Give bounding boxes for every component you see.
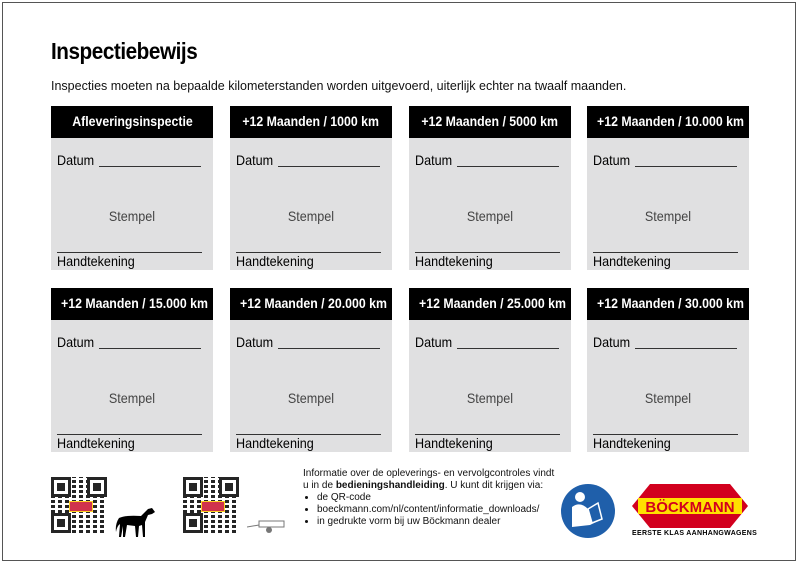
- qr-code-trailer[interactable]: [183, 477, 239, 533]
- datum-label: Datum: [415, 334, 453, 350]
- read-manual-icon: [560, 483, 616, 539]
- datum-label: Datum: [57, 334, 95, 350]
- card-header: [409, 288, 571, 320]
- card-header: [51, 106, 213, 138]
- card-title: +12 Maanden / 30.000 km: [597, 295, 744, 311]
- stempel-label: Stempel: [644, 208, 692, 224]
- handtekening-label: Handtekening: [593, 253, 671, 269]
- datum-line[interactable]: [457, 348, 559, 349]
- inspection-card: [409, 106, 571, 270]
- info-line: Informatie over de opleverings- en vervolgcontroles vindt: [303, 468, 555, 479]
- card-title: +12 Maanden / 20.000 km: [240, 295, 387, 311]
- card-header: [587, 288, 749, 320]
- datum-line[interactable]: [278, 348, 380, 349]
- datum-line[interactable]: [635, 166, 737, 167]
- inspection-card: [51, 288, 213, 452]
- info-block: [303, 468, 554, 528]
- page-title: Inspectiebewijs: [51, 38, 198, 64]
- stempel-label: Stempel: [644, 390, 692, 406]
- inspection-card: [230, 288, 392, 452]
- card-title: Afleveringsinspectie: [71, 113, 193, 129]
- logo-text: BÖCKMANN: [645, 499, 735, 516]
- info-line: [303, 480, 554, 492]
- boeckmann-logo: [630, 482, 750, 530]
- trailer-icon: [247, 517, 285, 535]
- handtekening-label: Handtekening: [593, 435, 671, 451]
- brand-tagline: EERSTE KLAS AANHANGWAGENS: [632, 530, 758, 537]
- stempel-label: Stempel: [466, 208, 514, 224]
- handtekening-label: Handtekening: [415, 435, 493, 451]
- intro-text: Inspecties moeten na bepaalde kilometerstanden worden uitgevoerd, uiterlijk echter na twaalf maanden.: [51, 79, 627, 93]
- card-header: [51, 288, 213, 320]
- stempel-label: Stempel: [287, 208, 335, 224]
- card-header: [230, 106, 392, 138]
- inspection-card: [230, 106, 392, 270]
- datum-label: Datum: [236, 152, 274, 168]
- stempel-label: Stempel: [466, 390, 514, 406]
- inspection-card: [51, 106, 213, 270]
- handtekening-label: Handtekening: [57, 435, 135, 451]
- handtekening-label: Handtekening: [236, 435, 314, 451]
- handtekening-label: Handtekening: [415, 253, 493, 269]
- card-header: [409, 106, 571, 138]
- handtekening-label: Handtekening: [236, 253, 314, 269]
- card-title: +12 Maanden / 1000 km: [242, 113, 380, 129]
- stempel-label: Stempel: [108, 390, 156, 406]
- card-title: +12 Maanden / 5000 km: [421, 113, 559, 129]
- qr-code-horse[interactable]: [51, 477, 107, 533]
- info-text: u in de: [303, 480, 336, 491]
- datum-label: Datum: [593, 334, 631, 350]
- datum-line[interactable]: [99, 348, 201, 349]
- manual-emphasis: bedieningshandleiding: [335, 480, 445, 491]
- info-bullet: • de QR-code: [317, 492, 554, 504]
- datum-line[interactable]: [278, 166, 380, 167]
- datum-line[interactable]: [457, 166, 559, 167]
- stempel-label: Stempel: [108, 208, 156, 224]
- datum-label: Datum: [593, 152, 631, 168]
- inspection-card: [409, 288, 571, 452]
- card-title: +12 Maanden / 10.000 km: [597, 113, 744, 129]
- inspection-card: [587, 288, 749, 452]
- card-header: [230, 288, 392, 320]
- stempel-label: Stempel: [287, 390, 335, 406]
- horse-icon: [115, 506, 157, 538]
- datum-label: Datum: [236, 334, 274, 350]
- card-title: +12 Maanden / 15.000 km: [61, 295, 208, 311]
- datum-label: Datum: [57, 152, 95, 168]
- datum-line[interactable]: [99, 166, 201, 167]
- handtekening-label: Handtekening: [57, 253, 135, 269]
- datum-label: Datum: [415, 152, 453, 168]
- info-bullet-link[interactable]: • boeckmann.com/nl/content/informatie_downloads/: [317, 504, 554, 516]
- info-text: . U kunt dit krijgen via:: [444, 480, 544, 491]
- datum-line[interactable]: [635, 348, 737, 349]
- info-list: [303, 492, 554, 528]
- card-title: +12 Maanden / 25.000 km: [419, 295, 566, 311]
- card-header: [587, 106, 749, 138]
- inspection-card: [587, 106, 749, 270]
- info-bullet: • in gedrukte vorm bij uw Böckmann dealer: [317, 516, 554, 528]
